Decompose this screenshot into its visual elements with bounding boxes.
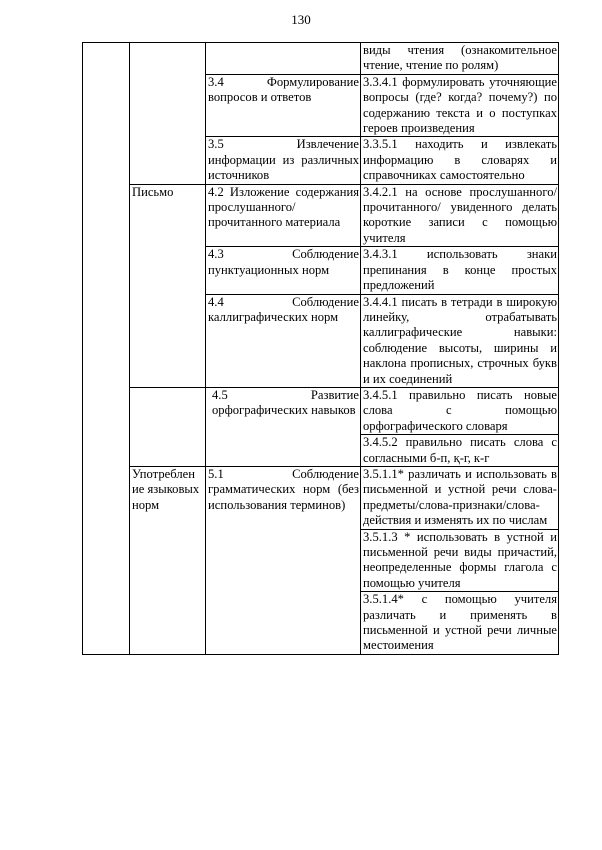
outcome-cell: 3.5.1.4* с помощью учителя различать и применять в письменной и устной речи личные местоимения xyxy=(361,592,559,655)
outcome-cell: виды чтения (ознакомительное чтение, чтение по ролям) xyxy=(361,43,559,75)
empty-cell xyxy=(206,43,361,75)
outcome-cell: 3.4.3.1 использовать знаки препинания в конце простых предложений xyxy=(361,247,559,294)
topic-cell: 3.5 Извлечение информации из различных источников xyxy=(206,137,361,184)
table-row xyxy=(83,466,559,529)
empty-cell xyxy=(130,247,206,294)
topic-cell: 4.2 Изложение содержания прослушанного/прочитанного материала xyxy=(206,184,361,247)
topic-cell: 4.4 Соблюдение каллиграфических норм xyxy=(206,294,361,387)
section-cell: Употреблен ие языковых норм xyxy=(130,466,206,654)
curriculum-table xyxy=(82,42,559,655)
table-row xyxy=(83,43,559,75)
section-cell: Письмо xyxy=(130,184,206,247)
topic-cell: 4.3 Соблюдение пунктуационных норм xyxy=(206,247,361,294)
table-row xyxy=(83,184,559,247)
topic-cell: 5.1 Соблюдение грамматических норм (без использования терминов) xyxy=(206,466,361,654)
empty-cell xyxy=(130,43,206,185)
empty-cell xyxy=(130,387,206,466)
empty-cell xyxy=(83,43,130,655)
outcome-cell: 3.4.5.2 правильно писать слова с согласными б-п, қ-г, к-г xyxy=(361,435,559,467)
outcome-cell: 3.3.5.1 находить и извлекать информацию в словарях и справочниках самостоятельно xyxy=(361,137,559,184)
table-row xyxy=(83,247,559,294)
outcome-cell: 3.5.1.1* различать и использовать в письменной и устной речи слова-предметы/слова-признаки/слова-действия и изменять их по числам xyxy=(361,466,559,529)
outcome-cell: 3.4.5.1 правильно писать новые слова с помощью орфографического словаря xyxy=(361,387,559,434)
topic-cell: 3.4 Формулирование вопросов и ответов xyxy=(206,74,361,137)
table-row xyxy=(83,294,559,387)
topic-cell: 4.5 Развитие орфографических навыков xyxy=(206,387,361,466)
outcome-cell: 3.4.4.1 писать в тетради в широкую линейку, отрабатывать каллиграфические навыки: соблюдение высоты, ширины и наклона прописных, строчных букв и их соединений xyxy=(361,294,559,387)
outcome-cell: 3.4.2.1 на основе прослушанного/ прочитанного/ увиденного делать короткие записи с помощью учителя xyxy=(361,184,559,247)
empty-cell xyxy=(130,294,206,387)
outcome-cell: 3.3.4.1 формулировать уточняющие вопросы (где? когда? почему?) по содержанию текста и о поступках героев произведения xyxy=(361,74,559,137)
table-row xyxy=(83,387,559,434)
outcome-cell: 3.5.1.3 * использовать в устной и письменной речи виды причастий, неопределенные формы глагола с помощью учителя xyxy=(361,529,559,592)
page-number: 130 xyxy=(291,12,311,27)
